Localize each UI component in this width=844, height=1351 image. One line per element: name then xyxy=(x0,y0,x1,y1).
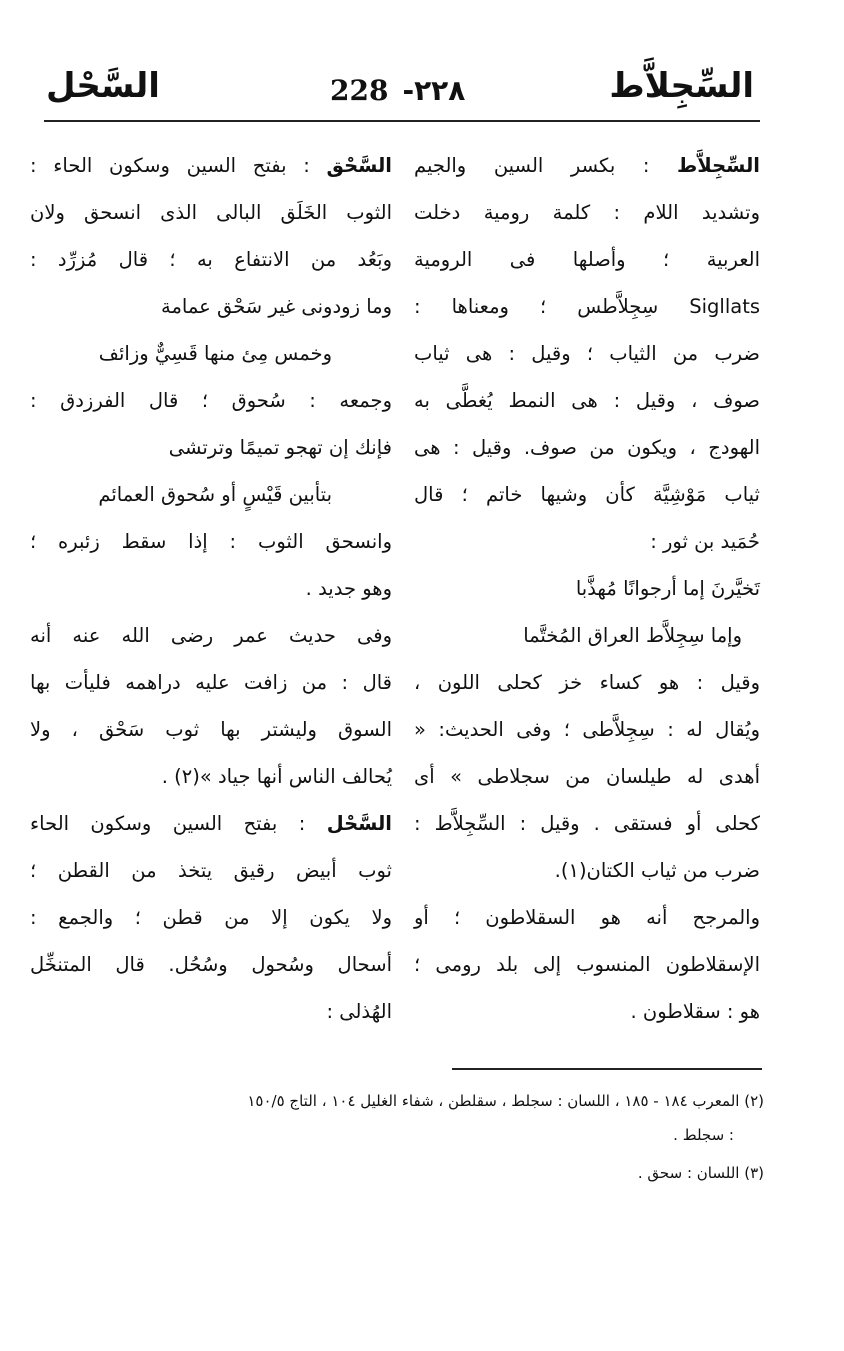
page-number-latin: 228 xyxy=(330,74,389,107)
text-line: الإسقلاطون المنسوب إلى بلد رومى ؛ xyxy=(414,953,760,976)
verse-line: وما زودونى غير سَحْق عمامة xyxy=(161,295,392,318)
verse-line: تَخيَّرنَ إما أرجوانًا مُهذَّبا xyxy=(575,577,760,600)
text-line: وقيل : هو كساء خز كحلى اللون ، xyxy=(414,671,760,694)
text-line: ضرب من الثياب ؛ وقيل : هى ثياب xyxy=(414,342,760,365)
text-line: السَّحْق : بفتح السين وسكون الحاء : xyxy=(30,154,392,177)
page-number xyxy=(330,74,465,107)
entry-term: السَّحْق xyxy=(326,154,392,177)
entry-term: السِّجِلاَّط xyxy=(677,154,760,177)
header-rule xyxy=(44,120,760,122)
text-line: Sigllats سِجِلاَّطس ؛ ومعناها : xyxy=(414,295,760,318)
footnote: (٣) اللسان : سحق . xyxy=(637,1164,764,1182)
text-line: السِّجِلاَّط : بكسر السين والجيم xyxy=(414,154,760,177)
verse-line: فإنك إن تهجو تميمًا وترتشى xyxy=(168,436,392,459)
text-line: وجمعه : سُحوق ؛ قال الفرزدق : xyxy=(30,389,392,412)
text-line: وتشديد اللام : كلمة رومية دخلت xyxy=(414,201,760,224)
text-line: وفى حديث عمر رضى الله عنه أنه xyxy=(30,624,392,647)
text-line: الهُذلى : xyxy=(326,1000,392,1023)
text-line: أسحال وسُحول وسُحُل. قال المتنخِّل xyxy=(30,953,392,976)
text-line: السَّحْل : بفتح السين وسكون الحاء xyxy=(30,812,392,835)
text-line: يُحالف الناس أنها جياد »(٢) . xyxy=(161,765,392,788)
text-line: وبَعُد من الانتفاع به ؛ قال مُزرِّد : xyxy=(30,248,392,271)
running-header-right: السِّجِلاَّط xyxy=(609,66,754,106)
text-line: هو : سقلاطون . xyxy=(630,1000,760,1023)
text-line: حُمَيد بن ثور : xyxy=(650,530,760,553)
text-line: الثوب الخَلَق البالى الذى انسحق ولان xyxy=(30,201,392,224)
verse-line: وإما سِجِلاَّط العراق المُختَّما xyxy=(523,624,742,647)
text-line: قال : من زافت عليه دراهمه فليأت بها xyxy=(30,671,392,694)
text-line: ثياب مَوْشِيَّة كأن وشيها خاتم ؛ قال xyxy=(414,483,760,506)
text-line: أهدى له طيلسان من سجلاطى » أى xyxy=(414,765,760,788)
text-line: وانسحق الثوب : إذا سقط زئبره ؛ xyxy=(30,530,392,553)
running-header-left: السَّحْل xyxy=(46,66,160,106)
page-number-arabic: -٢٢٨ xyxy=(402,74,466,107)
text-line: السوق وليشتر بها ثوب سَحْق ، ولا xyxy=(30,718,392,741)
text-line: والمرجح أنه هو السقلاطون ؛ أو xyxy=(414,906,760,929)
text-line: ضرب من ثياب الكتان(١). xyxy=(554,859,760,882)
entry-term: السَّحْل xyxy=(326,812,392,835)
left-column xyxy=(30,142,392,1035)
footnote: (٢) المعرب ١٨٤ - ١٨٥ ، اللسان : سجلط ، سقلطن ، شفاء الغليل ١٠٤ ، التاج ١٥٠/٥ xyxy=(247,1092,764,1110)
text-line: كحلى أو فستقى . وقيل : السِّجِلاَّط : xyxy=(414,812,760,835)
right-column xyxy=(414,142,760,1035)
text-line: الهودج ، ويكون من صوف. وقيل : هى xyxy=(414,436,760,459)
verse-line: وخمس مِئ منها قَسِيٌّ وزائف xyxy=(98,342,332,365)
text-line: ويُقال له : سِجِلاَّطى ؛ وفى الحديث: « xyxy=(414,718,760,741)
text-line: ثوب أبيض رقيق يتخذ من القطن ؛ xyxy=(30,859,392,882)
footnote-continuation: : سجلط . xyxy=(673,1126,734,1144)
text-line: ولا يكون إلا من قطن ؛ والجمع : xyxy=(30,906,392,929)
text-line: العربية ؛ وأصلها فى الرومية xyxy=(414,248,760,271)
text-line: صوف ، وقيل : هى النمط يُغطَّى به xyxy=(414,389,760,412)
footnote-rule xyxy=(452,1068,762,1070)
text-line: وهو جديد . xyxy=(305,577,392,600)
verse-line: بتأبين قَيْسٍ أو سُحوق العمائم xyxy=(98,483,332,506)
